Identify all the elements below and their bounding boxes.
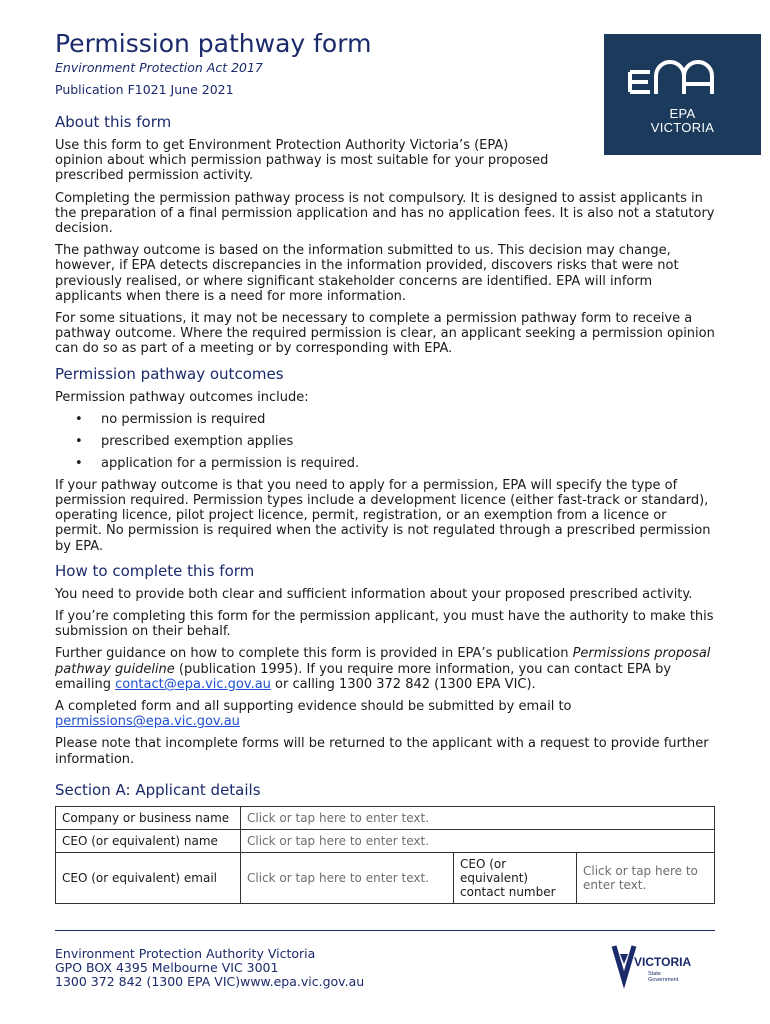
list-item: • no permission is required bbox=[55, 412, 715, 427]
footer-divider bbox=[55, 930, 715, 931]
about-paragraph-4: For some situations, it may not be necessary to complete a permission pathway form to receive a pathway outcome. Where the required permission is clear, an applicant seeking a permission opinion can do so as part of a meeting or by corresponding with EPA. bbox=[55, 311, 715, 357]
about-heading: About this form bbox=[55, 113, 172, 131]
outcomes-intro: Permission pathway outcomes include: bbox=[55, 389, 309, 405]
about-paragraph-2: Completing the permission pathway process is not compulsory. It is designed to assist applicants in the preparation of a final permission application and has no application fees. It is also not a statutory decision. bbox=[55, 190, 715, 237]
ceo-email-field[interactable]: Click or tap here to enter text. bbox=[241, 852, 454, 903]
table-row bbox=[56, 852, 715, 903]
ceo-email-label: CEO (or equivalent) email bbox=[56, 852, 241, 903]
company-name-label: Company or business name bbox=[56, 806, 241, 829]
section-a-heading: Section A: Applicant details bbox=[55, 780, 261, 799]
ceo-name-field[interactable]: Click or tap here to enter text. bbox=[241, 829, 715, 852]
table-row bbox=[56, 806, 715, 829]
svg-text:State: State bbox=[648, 971, 661, 977]
ceo-contact-label: CEO (or equivalent) contact number bbox=[454, 852, 577, 903]
logo-line-1: EPA bbox=[669, 106, 696, 121]
outcomes-paragraph: If your pathway outcome is that you need to apply for a permission, EPA will specify the type of permission required. Permission types include a development licence (either fast-track or standard), operating licence, pilot project licence, permit, registration, or an exemption from a licence or permit. No permission is required when the activity is not regulated through a prescribed permission by EPA. bbox=[55, 477, 711, 554]
contact-email-link[interactable]: contact@epa.vic.gov.au bbox=[115, 676, 271, 692]
victoria-v-icon bbox=[610, 940, 710, 990]
victoria-government-logo bbox=[610, 940, 710, 990]
footer-org: Environment Protection Authority Victoria bbox=[55, 946, 316, 961]
howto-paragraph-4: A completed form and all supporting evidence should be submitted by email to permissions@epa.vic.gov.au bbox=[55, 699, 572, 730]
page-title: Permission pathway form bbox=[55, 29, 372, 58]
howto-paragraph-1: You need to provide both clear and sufficient information about your proposed prescribed activity. bbox=[55, 586, 693, 602]
howto-heading: How to complete this form bbox=[55, 561, 255, 580]
applicant-details-table bbox=[55, 806, 715, 904]
outcomes-list bbox=[55, 412, 715, 471]
publication-number: Publication F1021 June 2021 bbox=[55, 82, 234, 97]
permissions-email-link[interactable]: permissions@epa.vic.gov.au bbox=[55, 714, 240, 730]
table-row bbox=[56, 829, 715, 852]
epa-mark-icon bbox=[604, 34, 761, 155]
about-paragraph-3: The pathway outcome is based on the information submitted to us. This decision may change, however, if EPA detects discrepancies in the information provided, discovers risks that were not previously realised, or where significant stakeholder concerns are identified. EPA will inform applicants when there is a need for more information. bbox=[55, 243, 679, 304]
footer-contact: 1300 372 842 (1300 EPA VIC)www.epa.vic.gov.au bbox=[55, 974, 365, 989]
howto-paragraph-3: Further guidance on how to complete this form is provided in EPA’s publication Permissions proposal pathway guideline (publication 1995). If you require more information, you can contact EPA by emailing contact@epa.vic.gov.au or calling 1300 372 842 (1300 EPA VIC). bbox=[55, 646, 711, 692]
footer-address: GPO BOX 4395 Melbourne VIC 3001 bbox=[55, 960, 279, 975]
company-name-field[interactable]: Click or tap here to enter text. bbox=[241, 806, 715, 829]
logo-line-2: VICTORIA bbox=[650, 120, 715, 135]
about-paragraph-1: Use this form to get Environment Protection Authority Victoria’s (EPA) opinion about which permission pathway is most suitable for your proposed prescribed permission activity. bbox=[55, 138, 549, 184]
list-item: • prescribed exemption applies bbox=[55, 434, 715, 449]
ceo-name-label: CEO (or equivalent) name bbox=[56, 829, 241, 852]
act-subtitle: Environment Protection Act 2017 bbox=[55, 60, 263, 75]
epa-victoria-logo bbox=[604, 34, 761, 155]
svg-text:VICTORIA: VICTORIA bbox=[634, 955, 692, 969]
svg-text:Government: Government bbox=[648, 977, 679, 983]
document-page bbox=[55, 28, 715, 904]
list-item: • application for a permission is required. bbox=[55, 456, 715, 471]
outcomes-heading: Permission pathway outcomes bbox=[55, 364, 284, 383]
howto-paragraph-5: Please note that incomplete forms will be returned to the applicant with a request to provide further information. bbox=[55, 736, 709, 767]
ceo-contact-field[interactable]: Click or tap here to enter text. bbox=[577, 852, 715, 903]
howto-paragraph-2: If you’re completing this form for the permission applicant, you must have the authority to make this submission on their behalf. bbox=[55, 609, 714, 640]
footer bbox=[55, 947, 364, 989]
